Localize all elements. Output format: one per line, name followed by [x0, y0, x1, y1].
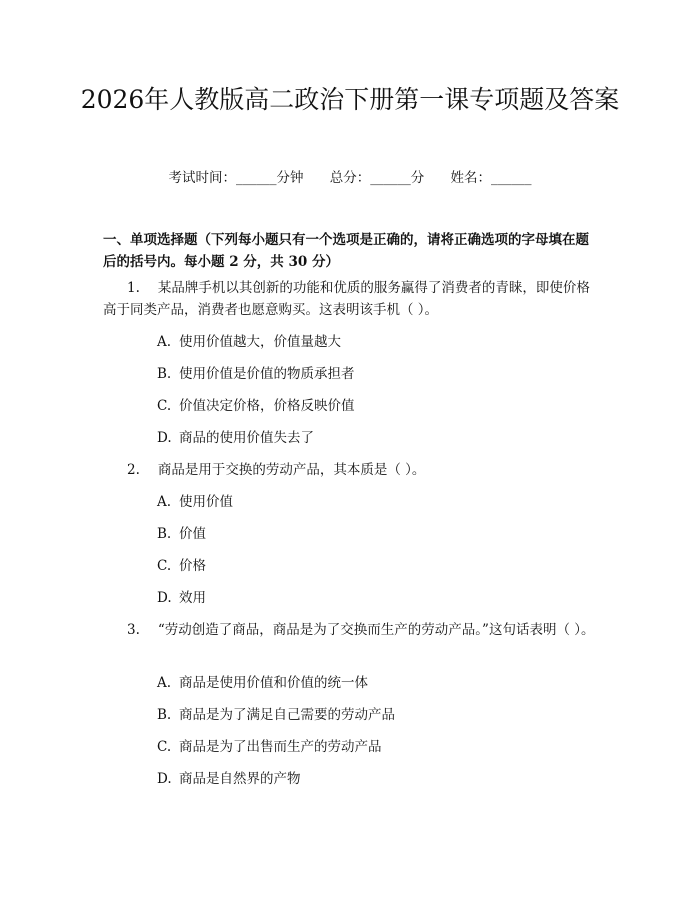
question-1-option-d — [157, 428, 587, 448]
option-text: 商品是为了出售而生产的劳动产品 — [179, 739, 382, 755]
question-3-option-d — [157, 769, 587, 789]
option-letter: D. — [157, 590, 172, 606]
exam-time-unit: 分钟 — [276, 170, 304, 186]
document-title: 2026年人教版高二政治下册第一课专项题及答案 — [80, 85, 620, 114]
exam-time-blank: ______ — [235, 170, 277, 186]
option-text: 使用价值越大，价值量越大 — [179, 334, 341, 350]
total-score-label: 总分： — [329, 170, 371, 186]
question-2-option-a — [157, 492, 587, 512]
option-letter: D. — [157, 771, 172, 787]
question-1-option-a — [157, 332, 587, 352]
question-3-option-b — [157, 705, 587, 725]
option-text: 商品的使用价值失去了 — [179, 430, 314, 446]
exam-info-line — [0, 168, 700, 188]
question-2-option-b — [157, 524, 587, 544]
option-text: 商品是自然界的产物 — [179, 771, 301, 787]
question-number: 1. — [127, 280, 140, 296]
question-number: 3. — [127, 622, 140, 638]
exam-time-label: 考试时间： — [168, 170, 236, 186]
option-letter: B. — [157, 526, 172, 542]
total-score-unit: 分 — [410, 170, 425, 186]
question-2-option-c — [157, 556, 587, 576]
question-3-option-a — [157, 673, 587, 693]
option-letter: C. — [157, 739, 172, 755]
question-3-stem — [103, 619, 598, 641]
option-letter: B. — [157, 366, 172, 382]
option-letter: B. — [157, 707, 172, 723]
name-label: 姓名： — [450, 170, 492, 186]
question-number: 2. — [127, 462, 140, 478]
question-1-option-c — [157, 396, 587, 416]
option-letter: A. — [157, 494, 172, 510]
question-2-option-d — [157, 588, 587, 608]
option-text: 使用价值 — [179, 494, 233, 510]
option-text: 价值 — [179, 526, 206, 542]
question-1-stem — [103, 277, 598, 321]
question-2-stem — [103, 459, 598, 481]
question-text: 某品牌手机以其创新的功能和优质的服务赢得了消费者的青睐，即使价格高于同类产品，消费者也愿意购买。这表明该手机（ ）。 — [103, 280, 590, 318]
question-text: 商品是用于交换的劳动产品，其本质是（ ）。 — [157, 462, 426, 478]
section-heading: 一、单项选择题（下列每小题只有一个选项是正确的，请将正确选项的字母填在题后的括号内。每小题 2 分，共 30 分） — [103, 232, 589, 270]
option-letter: C. — [157, 558, 172, 574]
option-text: 使用价值是价值的物质承担者 — [179, 366, 355, 382]
option-letter: A. — [157, 675, 172, 691]
option-text: 价值决定价格，价格反映价值 — [179, 398, 355, 414]
name-blank: ______ — [491, 170, 532, 186]
option-letter: D. — [157, 430, 172, 446]
option-text: 商品是为了满足自己需要的劳动产品 — [179, 707, 395, 723]
option-letter: C. — [157, 398, 172, 414]
option-text: 效用 — [179, 590, 206, 606]
option-text: 商品是使用价值和价值的统一体 — [179, 675, 368, 691]
option-text: 价格 — [179, 558, 206, 574]
question-1-option-b — [157, 364, 587, 384]
question-3-option-c — [157, 737, 587, 757]
option-letter: A. — [157, 334, 172, 350]
total-score-blank: ______ — [370, 170, 411, 186]
question-text: “劳动创造了商品，商品是为了交换而生产的劳动产品。”这句话表明（ ）。 — [157, 622, 595, 638]
